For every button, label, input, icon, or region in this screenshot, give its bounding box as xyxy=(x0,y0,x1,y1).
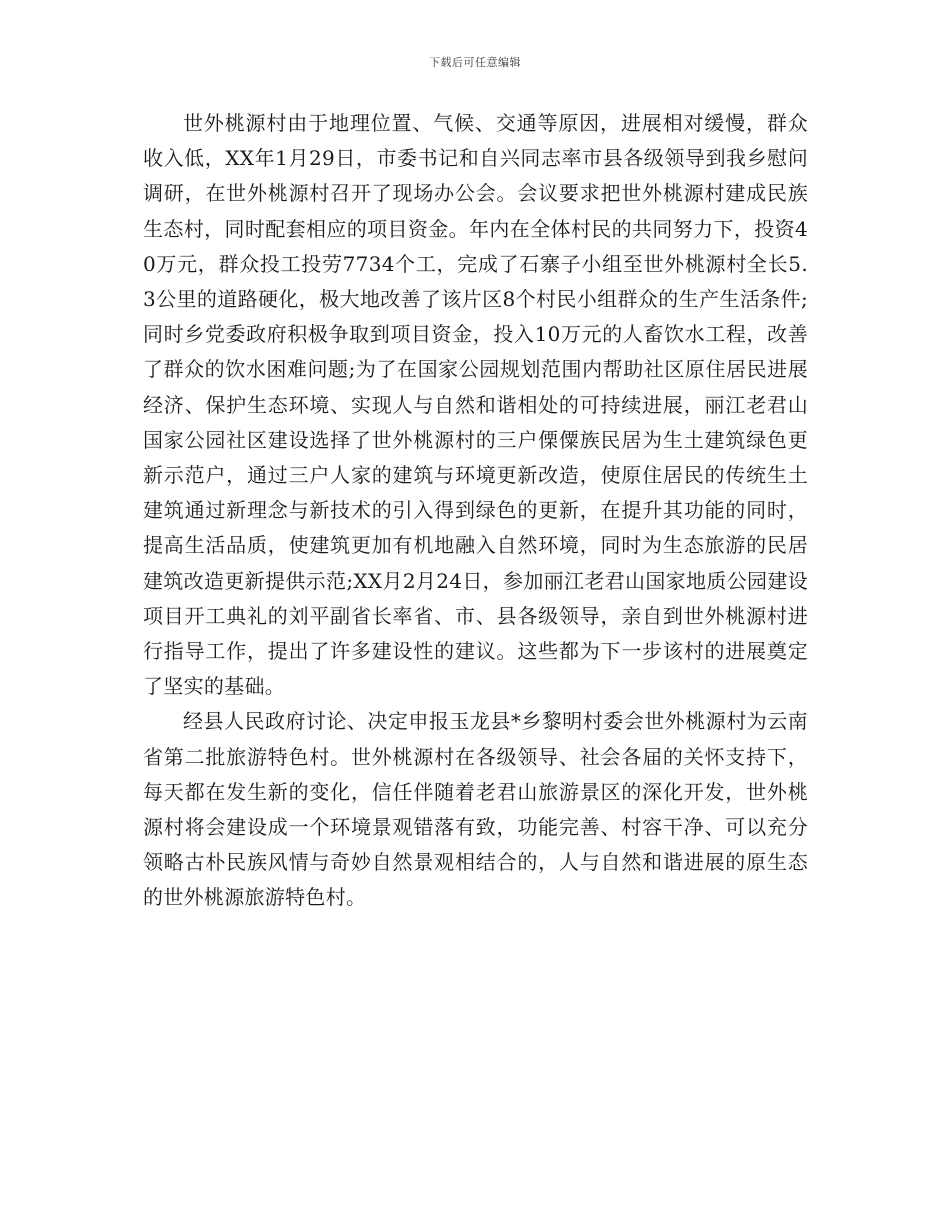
paragraph-2: 经县人民政府讨论、决定申报玉龙县*乡黎明村委会世外桃源村为云南省第二批旅游特色村。世外桃源村在各级领导、社会各届的关怀支持下，每天都在发生新的变化，信任伴随着老君山旅游景区的深化开发，世外桃源村将会建设成一个环境景观错落有致，功能完善、村容干净、可以充分领略古朴民族风情与奇妙自然景观相结合的，人与自然和谐进展的原生态的世外桃源旅游特色村。 xyxy=(143,709,808,910)
page-header-note: 下载后可任意编辑 xyxy=(429,56,521,69)
paragraph-1: 世外桃源村由于地理位置、气候、交通等原因，进展相对缓慢，群众收入低，XX年1月29日，市委书记和自兴同志率市县各级领导到我乡慰问调研，在世外桃源村召开了现场办公会。会议要求把世外桃源村建成民族生态村，同时配套相应的项目资金。年内在全体村民的共同努力下，投资40万元，群众投工投劳7734个工，完成了石寨子小组至世外桃源村全长5.3公里的道路硬化，极大地改善了该片区8个村民小组群众的生产生活条件;同时乡党委政府积极争取到项目资金，投入10万元的人畜饮水工程，改善了群众的饮水困难问题;为了在国家公园规划范围内帮助社区原住居民进展经济、保护生态环境、实现人与自然和谐相处的可持续进展，丽江老君山国家公园社区建设选择了世外桃源村的三户傈僳族民居为生土建筑绿色更新示范户，通过三户人家的建筑与环境更新改造，使原住居民的传统生土建筑通过新理念与新技术的引入得到绿色的更新，在提升其功能的同时，提高生活品质，使建筑更加有机地融入自然环境，同时为生态旅游的民居建筑改造更新提供示范;XX月2月24日，参加丽江老君山国家地质公园建设项目开工典礼的刘平副省长率省、市、县各级领导，亲自到世外桃源村进行指导工作，提出了许多建设性的建议。这些都为下一步该村的进展奠定了坚实的基础。 xyxy=(143,111,808,699)
document-body xyxy=(143,106,808,916)
